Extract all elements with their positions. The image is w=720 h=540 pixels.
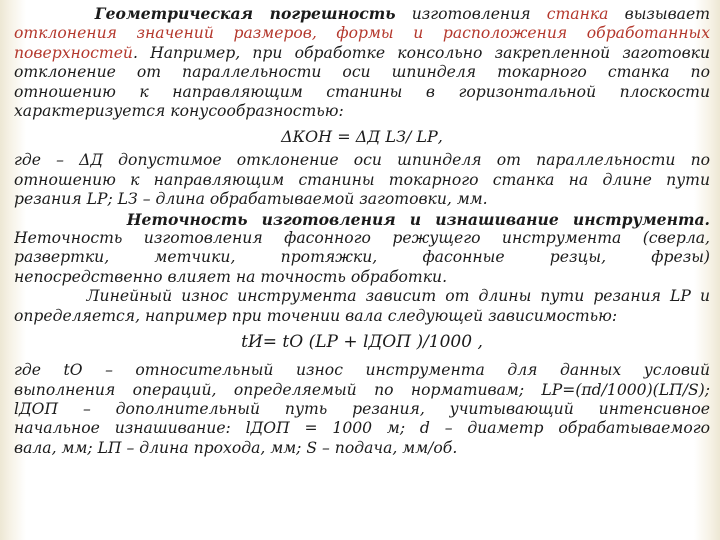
paragraph1-line2: отклонения значений размеров, формы и расположения обработанных	[14, 24, 710, 43]
surfaces-highlight-word: поверхностей	[14, 43, 133, 62]
paragraph1-line5: отношению к направляющим станины в горизонтальной плоскости	[14, 82, 710, 101]
paragraph1-intro: изготовления	[411, 5, 531, 23]
paragraph2-line2: отношению к направляющим станины токарного станка на длине пути	[14, 170, 710, 189]
paragraph3-line3: развертки, метчики, протяжки, фасонные резцы, фрезы)	[14, 248, 710, 267]
paragraph5-line1: где tО – относительный износ инструмента для данных условий	[14, 361, 710, 380]
paragraph2-line3: резания LР; LЗ – длина обрабатываемой заготовки, мм.	[14, 190, 488, 209]
wear-formula: tИ= tО (LР + lДОП )/1000 ,	[241, 332, 483, 353]
paragraph3-line2: Неточность изготовления фасонного режущего инструмента (сверла,	[14, 229, 710, 248]
tool-inaccuracy-heading-text: Неточность изготовления и изнашивание инструмента.	[126, 209, 710, 229]
paragraph1-causes: вызывает	[624, 5, 710, 23]
paragraph4-line1-text: Линейный износ инструмента зависит от длины пути резания LР и	[86, 287, 710, 306]
tool-inaccuracy-heading	[14, 210, 710, 229]
paragraph4-line2: определяется, например при точении вала следующей зависимостью:	[14, 306, 618, 325]
slide-text-body	[14, 4, 710, 458]
paragraph5-line3: lДОП – дополнительный путь резания, учитывающий интенсивное	[14, 399, 710, 418]
paragraph5-line5: вала, мм; LП – длина прохода, мм; S – подача, мм/об.	[14, 438, 458, 457]
taper-formula: ΔКОН = ΔД LЗ/ LР,	[281, 127, 443, 147]
paragraph1-line3-rest: . Например, при обработке консольно закрепленной заготовки	[132, 43, 710, 62]
paragraph1-line6: характеризуется конусообразностью:	[14, 102, 344, 121]
paragraph1-line1	[14, 4, 710, 24]
paragraph5-line4: начальное изнашивание: lДОП = 1000 м; d – диаметр обрабатываемого	[14, 419, 710, 438]
paragraph4-line1	[14, 287, 710, 306]
machine-highlight-word: станка	[546, 5, 609, 23]
paragraph3-line4: непосредственно влияет на точность обработки.	[14, 267, 448, 286]
geometric-error-heading: Геометрическая погрешность	[94, 4, 396, 23]
paragraph2-line1: где – ΔД допустимое отклонение оси шпинделя от параллельности по	[14, 151, 710, 170]
paragraph5-line2: выполнения операций, определяемый по нормативам; LР=(πd/1000)(LП/S);	[14, 380, 710, 399]
paragraph1-line4: отклонение от параллельности оси шпинделя токарного станка по	[14, 63, 710, 82]
paragraph1-line3	[14, 44, 710, 63]
